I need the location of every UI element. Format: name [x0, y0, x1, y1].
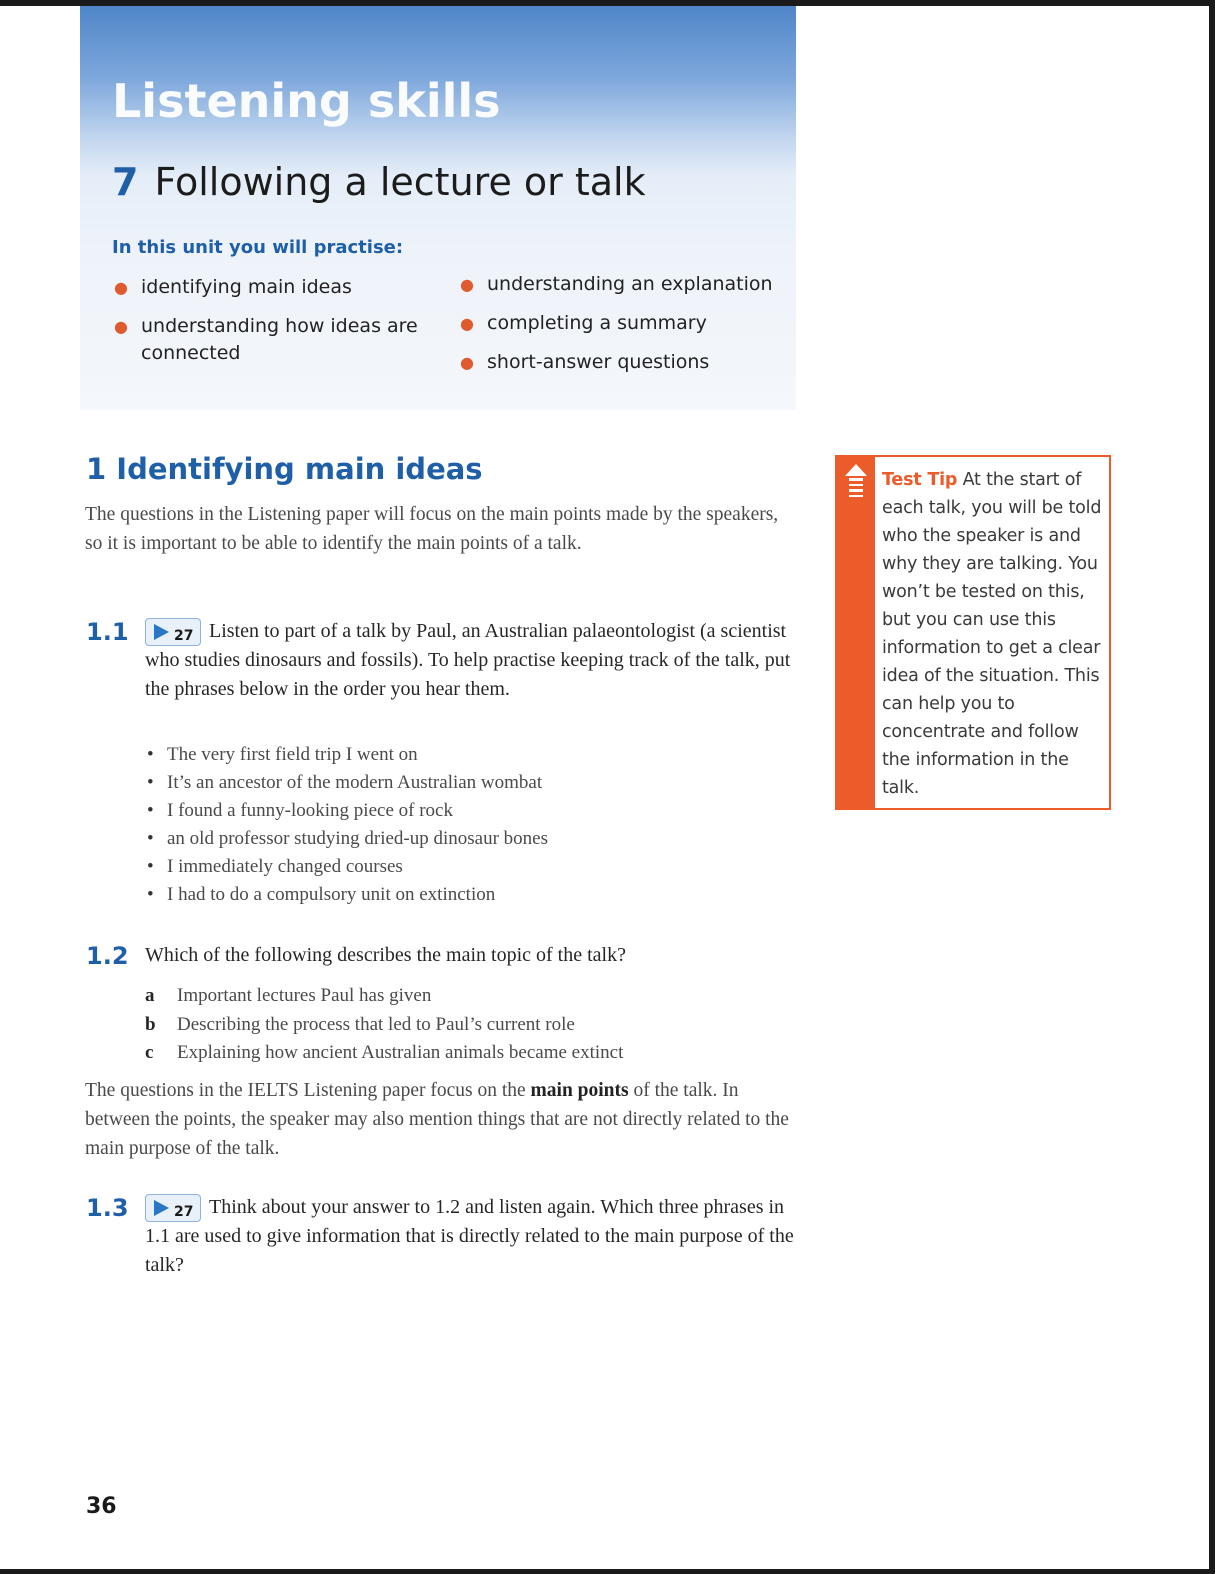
arrow-up-icon: [845, 464, 867, 476]
task-number-1-2: 1.2: [86, 942, 129, 970]
list-item: ● completing a summary: [458, 310, 778, 337]
list-item: ● understanding an explanation: [458, 271, 778, 298]
option-list: [145, 982, 795, 1068]
unit-number: 7: [112, 160, 139, 204]
section-title: Listening skills: [112, 74, 501, 128]
list-item: • It’s an ancestor of the modern Australian wombat: [145, 769, 765, 797]
section-heading: 1 Identifying main ideas: [86, 452, 483, 486]
bullet-icon: •: [147, 744, 154, 765]
task-1-3-text: 27 Think about your answer to 1.2 and listen again. Which three phrases in 1.1 are used to give information that is directly related to the main purpose of the talk?: [145, 1196, 794, 1276]
practise-list-left: [112, 274, 442, 379]
audio-track-button[interactable]: 27: [145, 1194, 201, 1222]
lines-icon: [849, 478, 863, 500]
page-number: 36: [86, 1494, 117, 1519]
list-item: a Important lectures Paul has given: [145, 985, 432, 1006]
page-right-border: [1209, 0, 1215, 1574]
phrase-list: [145, 741, 765, 909]
audio-track-button[interactable]: 27: [145, 618, 201, 646]
bullet-icon: ●: [460, 353, 474, 372]
practise-heading: In this unit you will practise:: [112, 237, 404, 258]
list-item: • I had to do a compulsory unit on extinction: [145, 881, 765, 909]
play-icon: [154, 624, 169, 640]
main-points-paragraph: The questions in the IELTS Listening paper focus on the main points of the talk. In between the points, the speaker may also mention things that are not directly related to the main purpose of the talk.: [85, 1080, 789, 1159]
tip-label: Test Tip: [882, 470, 958, 490]
list-item: ● short-answer questions: [458, 349, 778, 376]
task-number-1-1: 1.1: [86, 618, 129, 646]
unit-header: [80, 6, 796, 410]
list-item: • I found a funny-looking piece of rock: [145, 797, 765, 825]
list-item: ● identifying main ideas: [112, 274, 442, 301]
tip-sidebar: [837, 457, 875, 808]
intro-paragraph: The questions in the Listening paper will focus on the main points made by the speakers, so it is important to be able to identify the main points of a talk.: [85, 504, 779, 554]
list-item: ● understanding how ideas are connected: [114, 315, 418, 364]
page-bottom-border: [0, 1569, 1215, 1574]
bullet-icon: •: [147, 856, 154, 877]
unit-title-text: Following a lecture or talk: [154, 160, 646, 204]
task-number-1-3: 1.3: [86, 1194, 129, 1222]
bullet-icon: •: [147, 772, 154, 793]
test-tip-box: [835, 455, 1111, 810]
tip-text: Test Tip At the start of each talk, you will be told who the speaker is and why they are talking. You won’t be tested on this, but you can use this information to get a clear idea of the situation. This can help you to concentrate and follow the information in the talk.: [882, 470, 1102, 798]
bullet-icon: ●: [460, 275, 474, 294]
bullet-icon: •: [147, 828, 154, 849]
list-item: c Explaining how ancient Australian animals became extinct: [145, 1042, 624, 1063]
bullet-icon: •: [147, 800, 154, 821]
list-item: b Describing the process that led to Paul’s current role: [145, 1013, 575, 1035]
bullet-icon: ●: [114, 317, 128, 336]
bullet-icon: •: [147, 884, 154, 905]
list-item: • The very first field trip I went on: [145, 741, 765, 769]
play-icon: [154, 1200, 169, 1216]
bullet-icon: ●: [460, 314, 474, 333]
list-item: • an old professor studying dried-up dinosaur bones: [145, 825, 765, 853]
list-item: • I immediately changed courses: [145, 853, 765, 881]
bullet-icon: ●: [114, 278, 128, 297]
practise-list-right: [458, 271, 778, 388]
unit-title: [112, 160, 646, 204]
task-1-2-text: Which of the following describes the main topic of the talk?: [145, 944, 626, 966]
task-1-1-text: 27 Listen to part of a talk by Paul, an Australian palaeontologist (a scientist who studies dinosaurs and fossils). To help practise keeping track of the talk, put the phrases below in the order you hear them.: [145, 620, 791, 700]
